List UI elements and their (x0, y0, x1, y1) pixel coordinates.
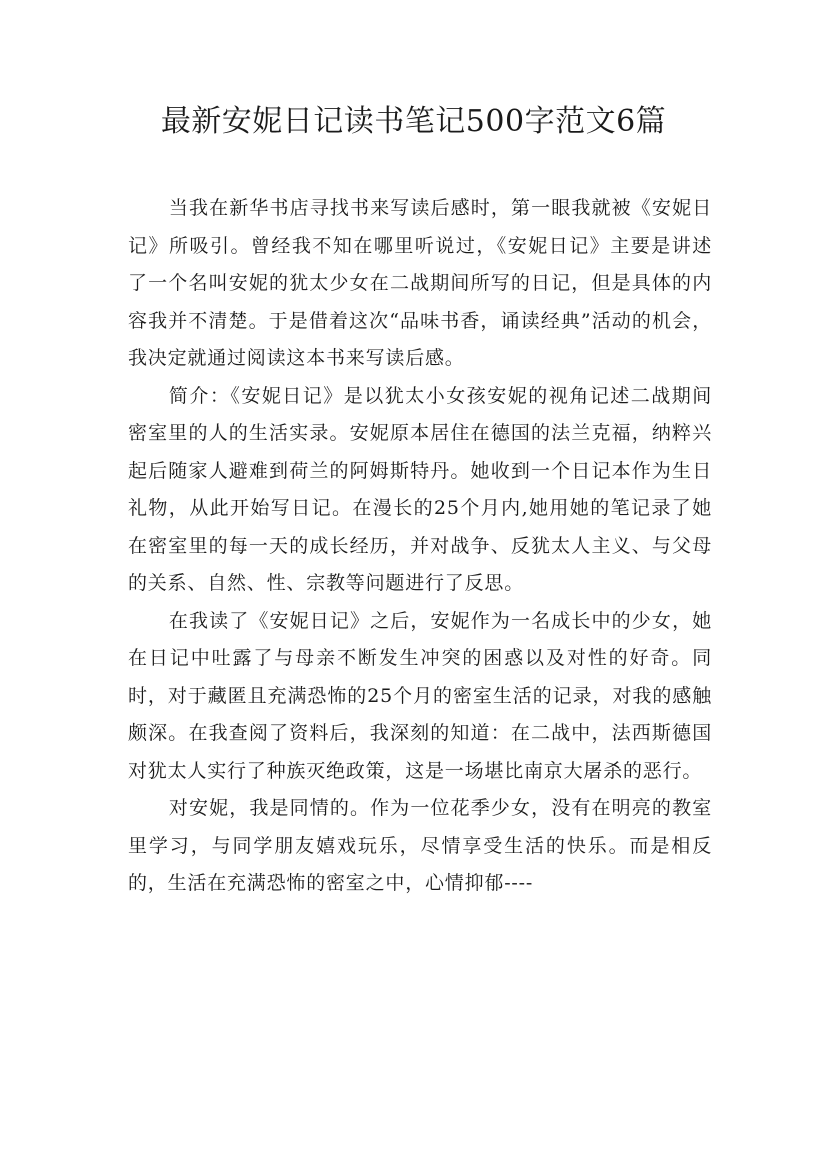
paragraph-summary: 简介：《安妮日记》是以犹太小女孩安妮的视角记述二战期间密室里的人的生活实录。安妮原本居住在德国的法兰克福，纳粹兴起后随家人避难到荷兰的阿姆斯特丹。她收到一个日记本作为生日礼物，从此开始写日记。在漫长的25个月内,她用她的笔记录了她在密室里的每一天的成长经历，并对战争、反犹太人主义、与父母的关系、自然、性、宗教等问题进行了反思。 (128, 384, 712, 594)
document-body (128, 190, 712, 903)
document-title: 最新安妮日记读书笔记500字范文6篇 (160, 104, 667, 139)
paragraph-sympathy: 对安妮，我是同情的。作为一位花季少女，没有在明亮的教室里学习，与同学朋友嬉戏玩乐，尽情享受生活的快乐。而是相反的，生活在充满恐怖的密室之中，心情抑郁---- (128, 797, 712, 894)
paragraph-intro: 当我在新华书店寻找书来写读后感时，第一眼我就被《安妮日记》所吸引。曾经我不知在哪里听说过，《安妮日记》主要是讲述了一个名叫安妮的犹太少女在二战期间所写的日记，但是具体的内容我并不清楚。于是借着这次“品味书香，诵读经典”活动的机会，我决定就通过阅读这本书来写读后感。 (128, 197, 712, 369)
paragraph-reflection: 在我读了《安妮日记》之后，安妮作为一名成长中的少女，她在日记中吐露了与母亲不断发生冲突的困惑以及对性的好奇。同时，对于藏匿且充满恐怖的25个月的密室生活的记录，对我的感触颇深。在我查阅了资料后，我深刻的知道：在二战中，法西斯德国对犹太人实行了种族灭绝政策，这是一场堪比南京大屠杀的恶行。 (128, 609, 712, 782)
